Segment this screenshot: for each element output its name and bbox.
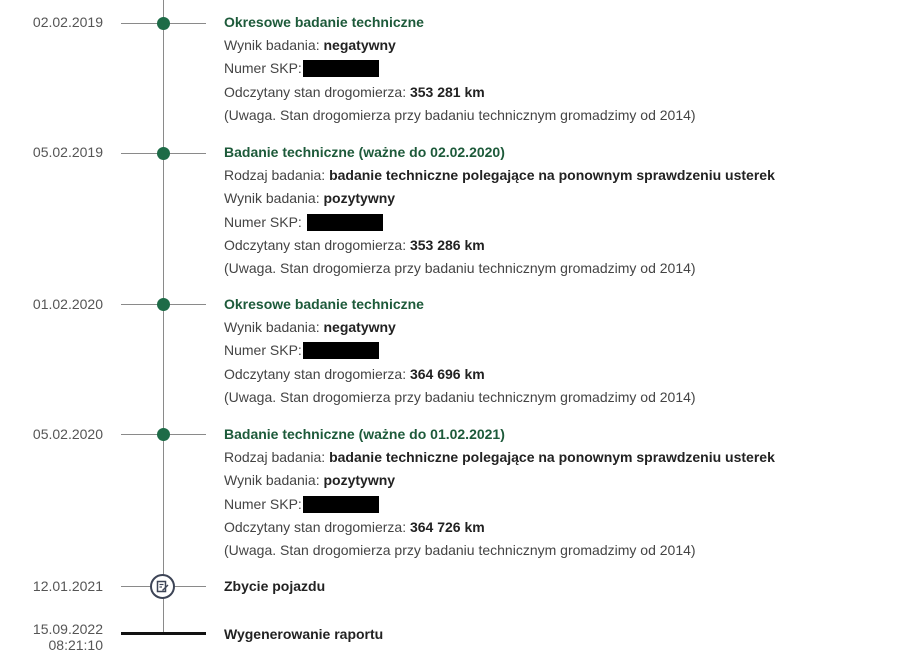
skp-label: Numer SKP: [224, 342, 302, 359]
report-date-value: 15.09.2022 [32, 621, 103, 637]
odometer-label: Odczytany stan drogomierza: [224, 518, 407, 535]
odometer-label: Odczytany stan drogomierza: [224, 365, 407, 382]
redacted-skp-number [303, 60, 379, 77]
result-value: negatywny [323, 37, 396, 54]
report-date [0, 621, 103, 653]
report-time-value: 08:21:10 [48, 637, 103, 653]
timeline-entry [224, 144, 884, 283]
document-edit-icon [150, 574, 175, 599]
odometer-value: 364 696 km [409, 365, 485, 382]
entry-title: Okresowe badanie techniczne [224, 14, 424, 30]
result-label: Wynik badania: [224, 190, 320, 207]
result-value: negatywny [323, 319, 396, 336]
entry-date: 02.02.2019 [32, 14, 103, 30]
skp-label: Numer SKP: [224, 213, 302, 230]
redacted-skp-number [303, 342, 379, 359]
entry-date: 05.02.2019 [32, 144, 103, 160]
report-entry [224, 626, 884, 649]
timeline-entry [224, 296, 884, 412]
entry-title: Badanie techniczne (ważne do 01.02.2021) [224, 426, 505, 442]
type-label: Rodzaj badania: [224, 167, 326, 184]
redacted-skp-number [303, 496, 379, 513]
timeline-dot [157, 17, 170, 30]
entry-title: Zbycie pojazdu [224, 578, 326, 594]
skp-label: Numer SKP: [224, 495, 302, 512]
redacted-skp-number [307, 214, 383, 231]
timeline-entry [224, 14, 884, 130]
type-value: badanie techniczne polegające na ponownym sprawdzeniu usterek [329, 167, 775, 184]
odometer-label: Odczytany stan drogomierza: [224, 236, 407, 253]
type-value: badanie techniczne polegające na ponownym sprawdzeniu usterek [329, 449, 775, 466]
result-label: Wynik badania: [224, 472, 320, 489]
skp-label: Numer SKP: [224, 60, 302, 77]
result-label: Wynik badania: [224, 319, 320, 336]
result-label: Wynik badania: [224, 37, 320, 54]
odometer-note: (Uwaga. Stan drogomierza przy badaniu technicznym gromadzimy od 2014) [224, 388, 696, 405]
timeline-dot [157, 298, 170, 311]
timeline-entry [224, 426, 884, 565]
result-value: pozytywny [323, 190, 396, 207]
odometer-value: 364 726 km [409, 518, 485, 535]
timeline-entry [224, 578, 884, 601]
odometer-note: (Uwaga. Stan drogomierza przy badaniu technicznym gromadzimy od 2014) [224, 259, 696, 276]
report-title: Wygenerowanie raportu [224, 626, 384, 642]
type-label: Rodzaj badania: [224, 449, 326, 466]
entry-date: 05.02.2020 [32, 426, 103, 442]
entry-title: Okresowe badanie techniczne [224, 296, 424, 312]
odometer-value: 353 286 km [409, 236, 485, 253]
timeline-end-marker [121, 632, 206, 635]
entry-date: 12.01.2021 [32, 578, 103, 594]
entry-date: 01.02.2020 [32, 296, 103, 312]
odometer-note: (Uwaga. Stan drogomierza przy badaniu technicznym gromadzimy od 2014) [224, 541, 696, 558]
timeline-dot [157, 428, 170, 441]
odometer-note: (Uwaga. Stan drogomierza przy badaniu technicznym gromadzimy od 2014) [224, 106, 696, 123]
odometer-label: Odczytany stan drogomierza: [224, 83, 407, 100]
entry-title: Badanie techniczne (ważne do 02.02.2020) [224, 144, 505, 160]
odometer-value: 353 281 km [409, 83, 485, 100]
timeline-axis [163, 0, 164, 633]
timeline-dot [157, 147, 170, 160]
result-value: pozytywny [323, 472, 396, 489]
